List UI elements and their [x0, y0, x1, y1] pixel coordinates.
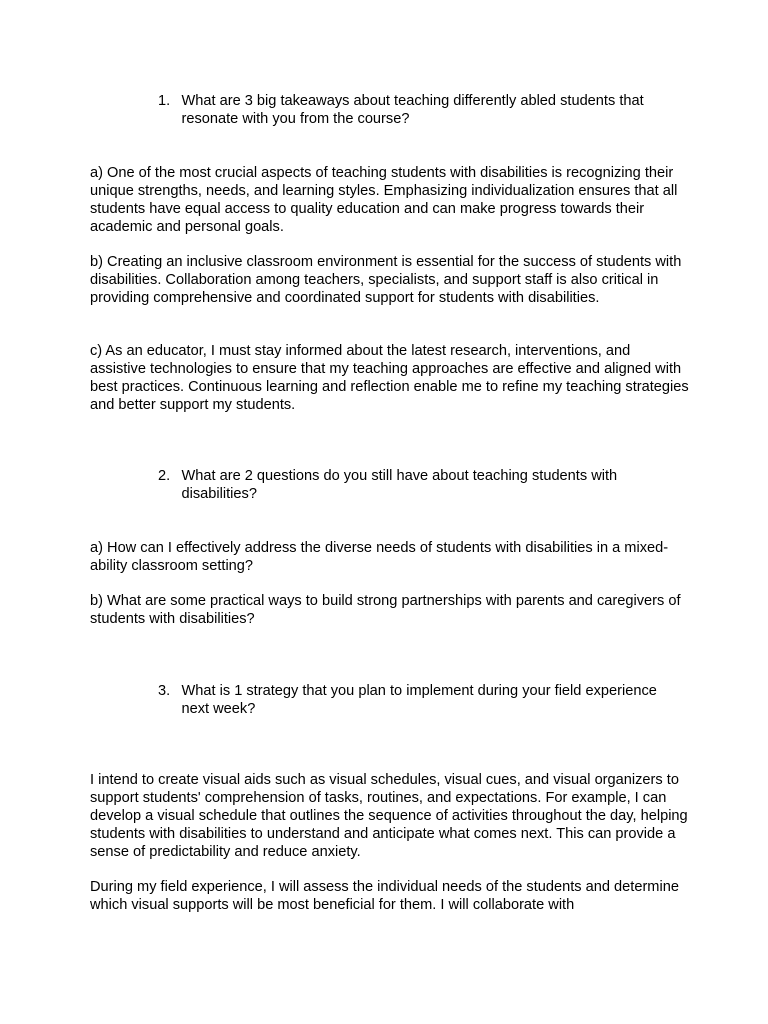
question-number: 3.: [158, 683, 171, 699]
answer-paragraph: During my field experience, I will assess the individual needs of the students and determine which visual supports will be most beneficial for them. I will collaborate with: [90, 879, 679, 913]
answer-paragraph: a) How can I effectively address the diverse needs of students with disabilities in a mixed-ability classroom setting?: [90, 540, 669, 574]
answer-paragraph: a) One of the most crucial aspects of teaching students with disabilities is recognizing their unique strengths, needs, and learning styles. Emphasizing individualization ensures that all students have equal access to quality education and can make progress towards their academic and personal goals.: [90, 165, 678, 235]
answer-paragraph: c) As an educator, I must stay informed about the latest research, interventions, and assistive technologies to ensure that my teaching approaches are effective and aligned with best practices. Continuous learning and reflection enable me to refine my teaching strategies and better support my students.: [90, 343, 689, 413]
answer-paragraph: b) What are some practical ways to build strong partnerships with parents and caregivers of students with disabilities?: [90, 593, 681, 627]
question-number: 1.: [158, 93, 171, 109]
answer-paragraph: I intend to create visual aids such as visual schedules, visual cues, and visual organizers to support students' comprehension of tasks, routines, and expectations. For example, I can develop a visual schedule that outlines the sequence of activities throughout the day, helping students with disabilities to understand and anticipate what comes next. This can provide a sense of predictability and reduce anxiety.: [90, 772, 688, 860]
question-number: 2.: [158, 468, 171, 484]
question-text: What is 1 strategy that you plan to implement during your field experience next week?: [181, 683, 657, 717]
answer-paragraph: b) Creating an inclusive classroom environment is essential for the success of students with disabilities. Collaboration among teachers, specialists, and support staff is also critical in providing comprehensive and coordinated support for students with disabilities.: [90, 254, 682, 306]
question-text: What are 2 questions do you still have about teaching students with disabilities?: [181, 468, 618, 502]
question-text: What are 3 big takeaways about teaching differently abled students that resonate with you from the course?: [181, 93, 644, 127]
